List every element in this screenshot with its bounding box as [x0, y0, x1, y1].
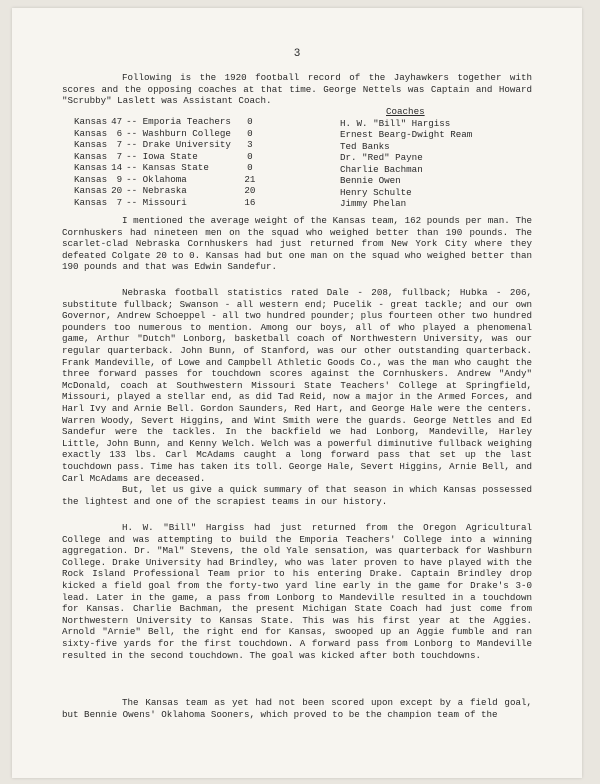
opponent: -- Oklahoma [126, 173, 187, 185]
table-row [74, 116, 269, 128]
page-number: 3 [293, 48, 301, 60]
coach-name: H. W. "Bill" Hargiss [340, 117, 451, 129]
table-row [74, 151, 269, 163]
body-paragraph: H. W. "Bill" Hargiss had just returned from the Oregon Agricultural College and was attempting to build the Emporia Teachers' College into a winning aggregation. Dr. "Mal" Stevens, the old Yale sensation, was quarterback for Washburn College. Drake University had Brindley, who was later proven to have played with the Rock Island Professional Team prior to his entering Drake. Captain Brindley drop kicked a field goal from the forty-two yard line early in the game for Drake's 3-0 lead. Later in the game, a pass from Lonborg to Mandeville resulted in a touchdown for Kansas. Charlie Bachman, the present Michigan State Coach had just come from Northwestern University to Kansas State. This was his first year at the Aggies. Arnold "Arnie" Bell, the right end for Kansas, swooped up an Aggie fumble and ran sixty-five yards for the first touchdown. A forward pass from Lonborg to Mandeville resulted in the second touchdown. The goal was kicked after both touchdowns. [62, 522, 532, 661]
score: 7 [116, 150, 123, 162]
body-paragraph: But, let us give a quick summary of that season in which Kansas possessed the lightest and one of the scrapiest teams in our history. [62, 484, 532, 507]
table-row [74, 162, 269, 174]
team: Kansas [74, 173, 108, 185]
table-row [74, 139, 269, 151]
opponent-score: 3 [247, 139, 253, 150]
opponent-score: 0 [247, 162, 253, 173]
opponent: -- Drake University [126, 139, 231, 150]
team: Kansas [74, 185, 108, 196]
opponent: -- Iowa State [126, 150, 198, 162]
team: Kansas [74, 139, 108, 150]
opponent-score: 0 [247, 127, 253, 139]
team: Kansas [74, 127, 108, 139]
coach-name: Jimmy Phelan [340, 198, 407, 209]
body-paragraph: Nebraska football statistics rated Dale - 208, fullback; Hubka - 206, substitute fullback; Swanson - all western end; Pucelik - great tackle; and our own Governor, Andrew Schoeppel - all two hundred pounder; plus fourteen other two hundred pounders too numerous to mention. Among our boys, all of who played a phenomenal game, Arthur "Dutch" Lonborg, basketball coach of Northwestern University, was our regular quarterback. John Bunn, of Stanford, was our other outstanding quarterback. Frank Mandeville, of Lowe and Campbell Athletic Goods Co., was the man who caught the three forward passes for touchdown scores against the Cornhuskers. Andrew "Andy" McDonald, coach at Southwestern Missouri State Teachers' College at Springfield, Missouri, played a stellar end, as did Tad Reid, now a major in the Armed Forces, and Harl Ivy and Arnie Bell. Gordon Saunders, Red Hart, and George Hale were the centers. Warren Woody, Severt Higgins, and Wint Smith were the guards. George Nettles and Ed Sandefur were the tackles. In the backfield we had Lonborg, Mandeville, Harley Little, John Bunn, and Kenny Welch. Welch was a powerful diminutive fullback weighing exactly 133 lbs. Carl McAdams caught a long forward pass that set up the last touchdown pass. Time has taken its toll. George Hale, Severt Higgins, Arnie Bell, and Carl McAdams are deceased. [62, 287, 532, 484]
coaches-column [340, 106, 472, 210]
opponent: -- Kansas State [126, 162, 209, 173]
opponent-score: 16 [244, 196, 256, 208]
opponent: -- Washburn College [126, 127, 231, 139]
document-page [12, 8, 582, 778]
team: Kansas [74, 162, 108, 173]
score: 20 [111, 185, 123, 196]
opponent: -- Emporia Teachers [126, 116, 231, 127]
opponent-score: 20 [244, 185, 256, 196]
score: 6 [116, 127, 123, 139]
score: 7 [116, 196, 123, 208]
table-row [74, 174, 269, 186]
team: Kansas [74, 116, 108, 127]
opponent-score: 0 [247, 150, 253, 162]
coaches-header: Coaches [386, 106, 425, 117]
season-record-table [74, 116, 269, 208]
intro-paragraph: Following is the 1920 football record of the Jayhawkers together with scores and the opposing coaches at that time. George Nettels was Captain and Howard "Scrubby" Laslett was Assistant Coach. [62, 72, 532, 107]
body-paragraph: The Kansas team as yet had not been scored upon except by a field goal, but Bennie Owens' Oklahoma Sooners, which proved to be the champion team of the [62, 697, 532, 720]
opponent-score: 0 [247, 116, 253, 127]
table-row [74, 128, 269, 140]
coach-name: Charlie Bachman [340, 163, 423, 175]
coach-name: Ted Banks [340, 140, 390, 152]
coach-name: Henry Schulte [340, 186, 412, 198]
table-row [74, 197, 269, 209]
score: 47 [111, 116, 123, 127]
opponent: -- Nebraska [126, 185, 187, 196]
body-paragraph: I mentioned the average weight of the Kansas team, 162 pounds per man. The Cornhuskers had nineteen men on the squad who weighed better than 190 pounds. The scarlet-clad Nebraska Cornhuskers had just returned from New York City where they defeated Colgate 20 to 0. Kansas had but one man on the squad who weighed better than 190 pounds and that was Edwin Sandefur. [62, 215, 532, 273]
opponent-score: 21 [244, 173, 256, 185]
score: 14 [111, 162, 123, 173]
team: Kansas [74, 150, 108, 162]
team: Kansas [74, 196, 108, 208]
coach-name: Dr. "Red" Payne [340, 152, 423, 163]
table-row [74, 185, 269, 197]
score: 7 [116, 139, 123, 150]
coach-name: Ernest Bearg-Dwight Ream [340, 129, 473, 140]
coach-name: Bennie Owen [340, 175, 401, 186]
opponent: -- Missouri [126, 196, 187, 208]
score: 9 [116, 173, 123, 185]
